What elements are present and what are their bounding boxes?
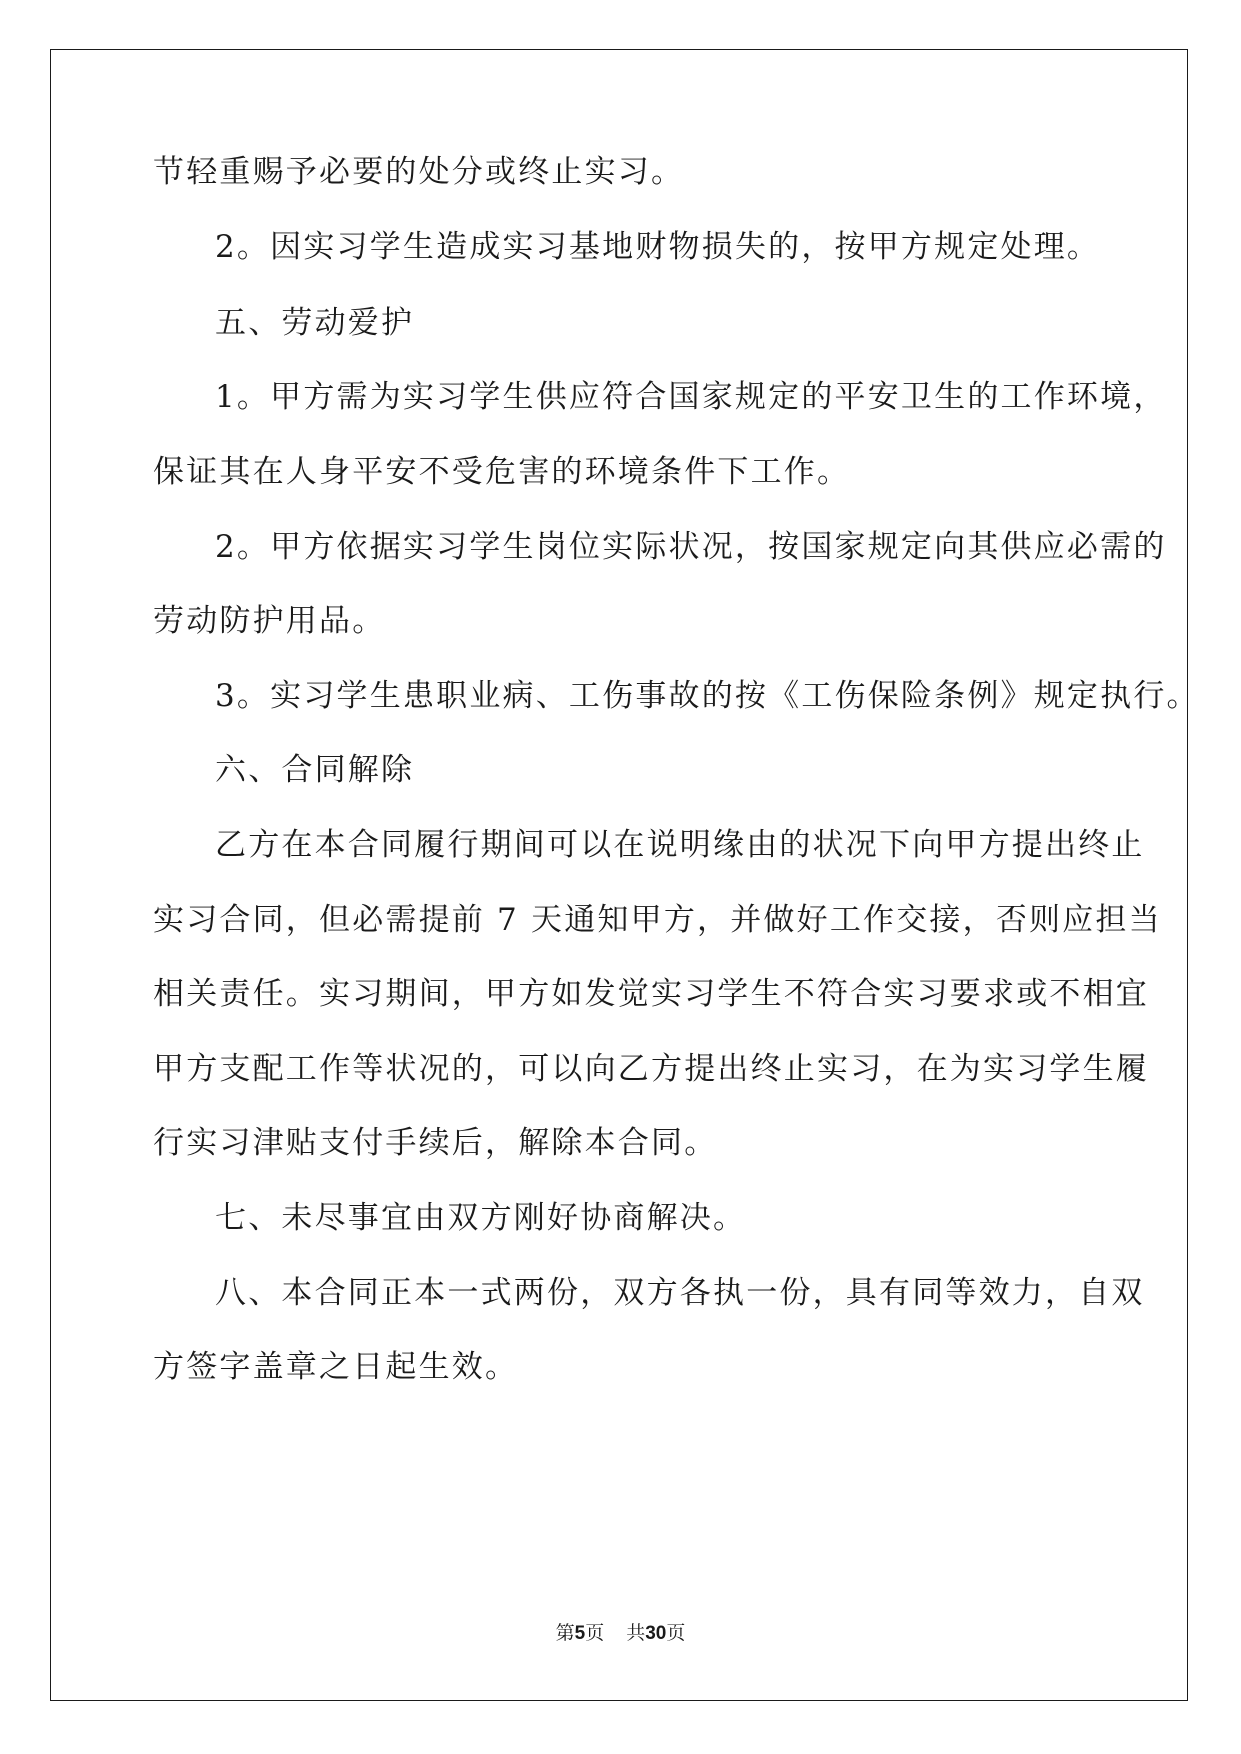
paragraph-line: 劳动防护用品。 xyxy=(153,603,386,639)
paragraph-line: 甲方支配工作等状况的，可以向乙方提出终止实习，在为实习学生履 xyxy=(153,1051,1149,1087)
paragraph-line: 方签字盖章之日起生效。 xyxy=(153,1349,519,1385)
paragraph-line: 七、未尽事宜由双方刚好协商解决。 xyxy=(215,1200,747,1236)
section-heading: 六、合同解除 xyxy=(215,752,415,788)
paragraph-line: 行实习津贴支付手续后，解除本合同。 xyxy=(153,1125,718,1161)
page-footer xyxy=(0,1618,1241,1645)
page-suffix: 页 xyxy=(585,1622,605,1644)
paragraph-line: 乙方在本合同履行期间可以在说明缘由的状况下向甲方提出终止 xyxy=(215,827,1145,863)
paragraph-line: 相关责任。实习期间，甲方如发觉实习学生不符合实习要求或不相宜 xyxy=(153,976,1149,1012)
paragraph-line: 八、本合同正本一式两份，双方各执一份，具有同等效力，自双 xyxy=(215,1275,1145,1311)
paragraph-line: 实习合同，但必需提前 7 天通知甲方，并做好工作交接，否则应担当 xyxy=(153,902,1162,938)
paragraph-line: 保证其在人身平安不受危害的环境条件下工作。 xyxy=(153,454,851,490)
page-number: 5 xyxy=(574,1623,586,1644)
paragraph-line: 2。因实习学生造成实习基地财物损失的，按甲方规定处理。 xyxy=(215,229,1101,265)
page-border xyxy=(50,49,1188,1701)
page-prefix: 第 xyxy=(555,1622,575,1644)
total-suffix: 页 xyxy=(666,1622,686,1644)
total-prefix: 共 xyxy=(626,1622,646,1644)
paragraph-line: 节轻重赐予必要的处分或终止实习。 xyxy=(153,154,685,190)
paragraph-line: 2。甲方依据实习学生岗位实际状况，按国家规定向其供应必需的 xyxy=(215,529,1167,565)
paragraph-line: 1。甲方需为实习学生供应符合国家规定的平安卫生的工作环境， xyxy=(215,379,1167,415)
total-pages: 30 xyxy=(645,1623,667,1644)
paragraph-line: 3。实习学生患职业病、工伤事故的按《工伤保险条例》规定执行。 xyxy=(215,678,1200,714)
section-heading: 五、劳动爱护 xyxy=(215,305,415,341)
